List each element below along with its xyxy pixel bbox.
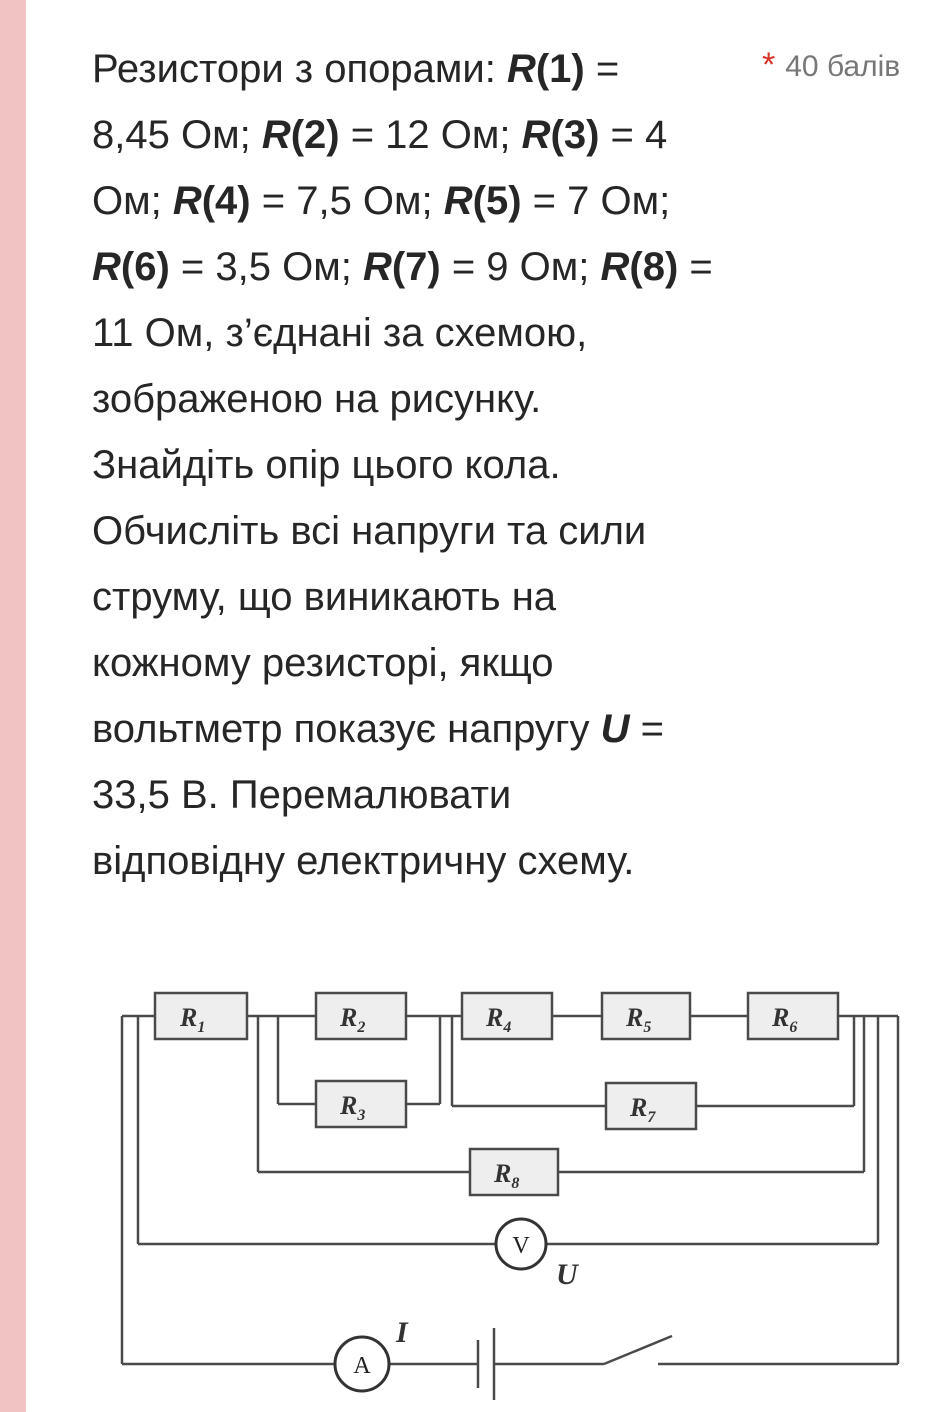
voltmeter-label: U xyxy=(556,1258,578,1291)
ammeter-symbol: A xyxy=(353,1353,371,1379)
ammeter-label: I xyxy=(396,1316,408,1349)
resistor-label-r2: $R_2$ xyxy=(340,1003,366,1036)
question-line: зображеною на рисунку. xyxy=(92,377,542,421)
question-line: R(6) = 3,5 Ом; R(7) = 9 Ом; R(8) = xyxy=(92,245,713,289)
left-accent-bar xyxy=(0,0,26,1412)
question-line: 8,45 Ом; R(2) = 12 Ом; R(3) = 4 xyxy=(92,113,668,157)
resistor-label-r5: $R_5$ xyxy=(626,1003,652,1036)
question-text xyxy=(92,36,772,894)
question-line: струму, що виникають на xyxy=(92,575,557,619)
voltmeter-symbol: V xyxy=(512,1233,530,1259)
question-line: 11 Ом, з’єднані за схемою, xyxy=(92,311,588,355)
question-line: Ом; R(4) = 7,5 Ом; R(5) = 7 Ом; xyxy=(92,179,671,223)
points-badge xyxy=(762,46,900,85)
required-asterisk: * xyxy=(762,46,776,84)
question-line: Обчисліть всі напруги та сили xyxy=(92,509,647,553)
question-line: Резистори з опорами: R(1) = xyxy=(92,47,620,91)
resistor-label-r1: $R_1$ xyxy=(180,1003,206,1036)
points-label: 40 балів xyxy=(785,50,901,83)
resistor-label-r6: $R_6$ xyxy=(772,1003,798,1036)
resistor-label-r3: $R_3$ xyxy=(340,1091,366,1124)
question-line: Знайдіть опір цього кола. xyxy=(92,443,561,487)
circuit-diagram xyxy=(100,960,920,1410)
question-line: кожному резисторі, якщо xyxy=(92,641,554,685)
resistor-label-r8: $R_8$ xyxy=(494,1159,520,1192)
resistor-label-r4: $R_4$ xyxy=(486,1003,512,1036)
question-line: відповідну електричну схему. xyxy=(92,839,635,883)
question-line: вольтметр показує напругу U = xyxy=(92,707,665,751)
question-line: 33,5 В. Перемалювати xyxy=(92,773,512,817)
resistor-label-r7: $R_7$ xyxy=(630,1093,656,1126)
